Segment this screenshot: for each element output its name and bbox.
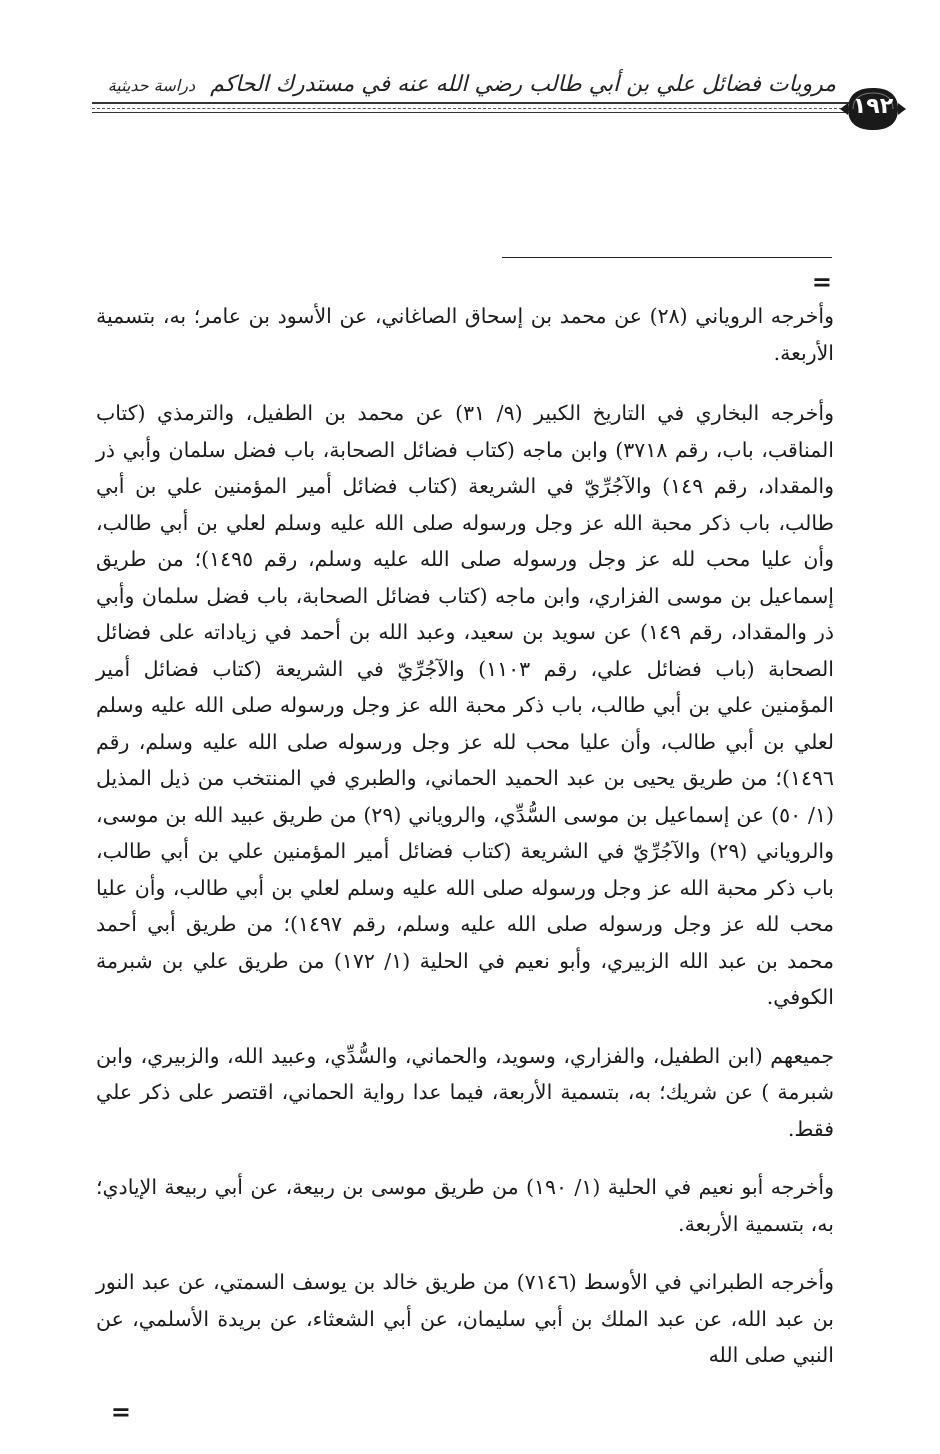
footnote-body [96, 298, 834, 1396]
header-title-text: مرويات فضائل علي بن أبي طالب رضي الله عنه في مستدرك الحاكم [210, 72, 836, 97]
paragraph: وأخرجه الروياني (٢٨) عن محمد بن إسحاق الصاغاني، عن الأسود بن عامر؛ به، بتسمية الأربعة. [96, 304, 834, 365]
header-rule-dashed [92, 108, 852, 109]
continuation-mark-bottom: = [110, 1398, 131, 1426]
footnote-separator [502, 257, 832, 258]
continuation-mark-top: = [811, 268, 832, 296]
page-number-badge [840, 84, 906, 134]
page-number: ١٩٢ [852, 94, 894, 119]
running-header [92, 62, 852, 122]
paragraph: وأخرجه أبو نعيم في الحلية (١/ ١٩٠) من طريق موسى بن ربيعة، عن أبي ربيعة الإيادي؛ به، بتسمية الأربعة. [96, 1175, 835, 1236]
header-subtitle: دراسة حديثية [107, 76, 196, 95]
header-rule [92, 102, 852, 104]
paragraph: وأخرجه الطبراني في الأوسط (٧١٤٦) من طريق خالد بن يوسف السمتي، عن عبد النور بن عبد الله، عن عبد الملك بن أبي سليمان، عن أبي الشعثاء، عن بريدة الأسلمي، عن النبي صلى الله [96, 1270, 835, 1367]
header-title [108, 72, 836, 97]
paragraph: وأخرجه البخاري في التاريخ الكبير (٩/ ٣١) عن محمد بن الطفيل، والترمذي (كتاب المناقب، باب، رقم ٣٧١٨) وابن ماجه (كتاب فضائل الصحابة، باب فضل سلمان وأبي ذر والمقداد، رقم ١٤٩) والآجُرِّيّ في الشريعة (كتاب فضائل أمير المؤمنين علي بن أبي طالب، باب ذكر محبة الله عز وجل ورسوله صلى الله عليه وسلم لعلي بن أبي طالب، وأن عليا محب لله عز وجل ورسوله صلى الله عليه وسلم، رقم ١٤٩٥)؛ من طريق إسماعيل بن موسى الفزاري، وابن ماجه (كتاب فضائل الصحابة، باب فضل سلمان وأبي ذر والمقداد، رقم ١٤٩) عن سويد بن سعيد، وعبد الله بن أحمد في زياداته على فضائل الصحابة (باب فضائل علي، رقم ١١٠٣) والآجُرِّيّ في الشريعة (كتاب فضائل أمير المؤمنين علي بن أبي طالب، باب ذكر محبة الله عز وجل ورسوله صلى الله عليه وسلم لعلي بن أبي طالب، وأن عليا محب لله عز وجل ورسوله صلى الله عليه وسلم، رقم ١٤٩٦)؛ من طريق يحيى بن عبد الحميد الحماني، والطبري في المنتخب من ذيل المذيل (١/ ٥٠) عن إسماعيل بن موسى السُّدِّي، والروياني (٢٩) من طريق عبيد الله بن موسى، والروياني (٢٩) والآجُرِّيّ في الشريعة (كتاب فضائل أمير المؤمنين علي بن أبي طالب، باب ذكر محبة الله عز وجل ورسوله صلى الله عليه وسلم لعلي بن أبي طالب، وأن عليا محب لله عز وجل ورسوله صلى الله عليه وسلم، رقم ١٤٩٧)؛ من طريق أبي أحمد محمد بن عبد الله الزبيري، وأبو نعيم في الحلية (١/ ١٧٢) من طريق علي بن شبرمة الكوفي. [96, 401, 835, 1009]
paragraph: جميعهم (ابن الطفيل، والفزاري، وسويد، والحماني، والسُّدِّي، وعبيد الله، والزبيري، وابن شبرمة ) عن شريك؛ به، بتسمية الأربعة، فيما عدا رواية الحماني، اقتصر على ذكر علي فقط. [96, 1043, 834, 1141]
header-rule-thin [92, 112, 852, 113]
